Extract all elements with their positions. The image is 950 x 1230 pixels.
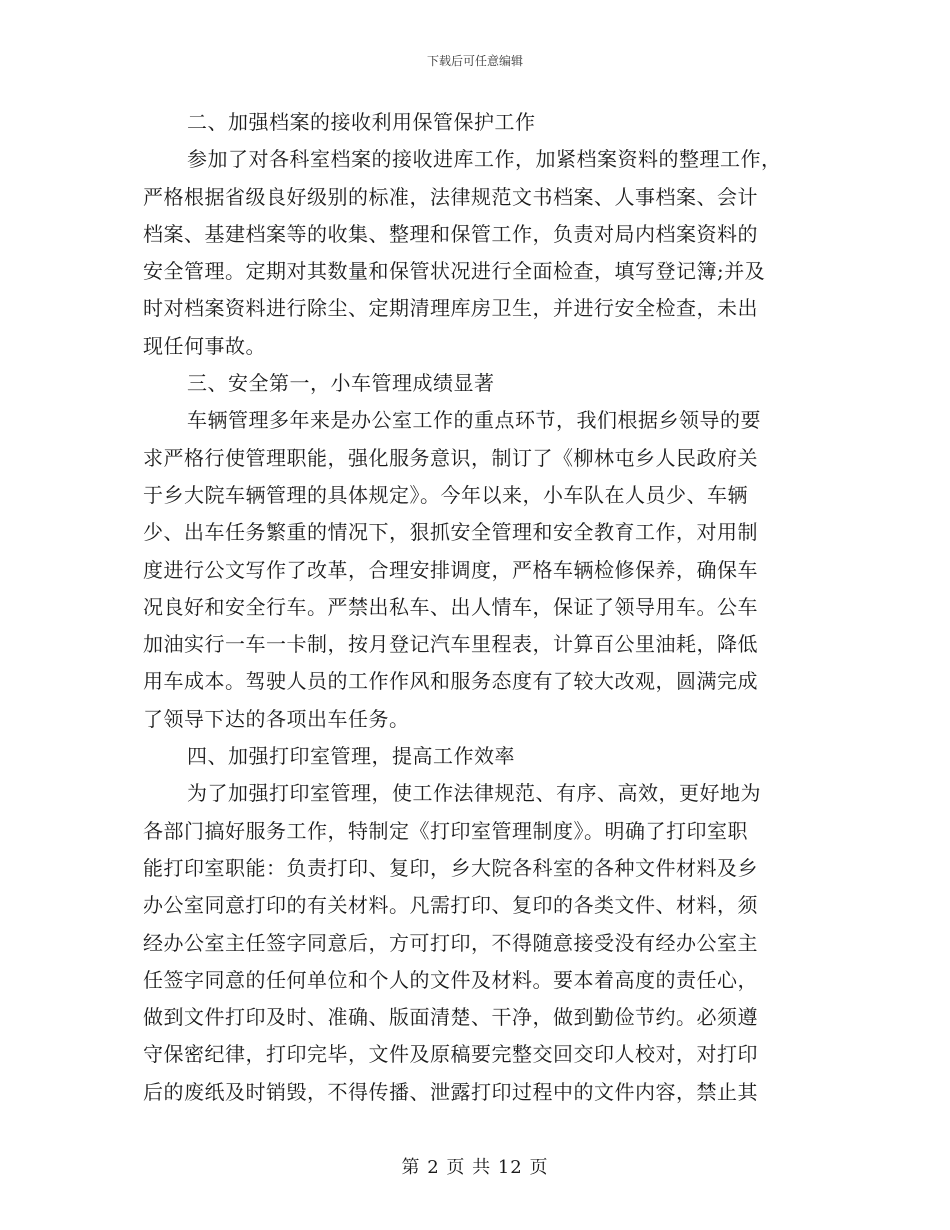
text-line: 办公室同意打印的有关材料。凡需打印、复印的各类文件、材料，须 — [143, 893, 758, 918]
text-line: 于乡大院车辆管理的具体规定》。今年以来，小车队在人员少、车辆 — [143, 482, 748, 507]
text-line: 四、加强打印室管理，提高工作效率 — [187, 744, 515, 769]
text-line: 后的废纸及时销毁，不得传播、泄露打印过程中的文件内容，禁止其 — [143, 1079, 758, 1104]
document-body — [143, 104, 805, 1111]
text-line: 能打印室职能：负责打印、复印，乡大院各科室的各种文件材料及乡 — [143, 855, 758, 880]
text-line: 车辆管理多年来是办公室工作的重点环节，我们根据乡领导的要 — [187, 408, 761, 433]
text-line: 求严格行使管理职能，强化服务意识，制订了《柳林屯乡人民政府关 — [143, 445, 758, 470]
text-line: 二、加强档案的接收利用保管保护工作 — [187, 110, 536, 134]
text-line: 度进行公文写作了改革，合理安排调度，严格车辆检修保养，确保车 — [143, 557, 758, 582]
text-line: 了领导下达的各项出车任务。 — [143, 706, 410, 731]
text-line: 加油实行一车一卡制，按月登记汽车里程表，计算百公里油耗，降低 — [143, 632, 758, 657]
text-line: 守保密纪律，打印完毕，文件及原稿要完整交回交印人校对，对打印 — [143, 1042, 758, 1067]
text-line: 用车成本。驾驶人员的工作作风和服务态度有了较大改观，圆满完成 — [143, 669, 758, 694]
text-line: 严格根据省级良好级别的标准，法律规范文书档案、人事档案、会计 — [143, 184, 758, 209]
text-line: 各部门搞好服务工作，特制定《打印室管理制度》。明确了打印室职 — [143, 818, 748, 843]
text-line: 安全管理。定期对其数量和保管状况进行全面检查，填写登记簿;并及 — [143, 259, 766, 284]
page-footer: 第 2 页 共 12 页 — [401, 1157, 549, 1178]
text-line: 参加了对各科室档案的接收进库工作，加紧档案资料的整理工作， — [187, 147, 782, 172]
text-line: 三、安全第一，小车管理成绩显著 — [187, 371, 495, 396]
text-line: 任签字同意的任何单位和个人的文件及材料。要本着高度的责任心， — [143, 967, 758, 992]
header-note: 下载后可任意编辑 — [426, 54, 523, 68]
text-line: 时对档案资料进行除尘、定期清理库房卫生，并进行安全检查，未出 — [143, 296, 758, 321]
text-line: 为了加强打印室管理，使工作法律规范、有序、高效，更好地为 — [187, 781, 761, 806]
text-line: 做到文件打印及时、准确、版面清楚、干净，做到勤俭节约。必须遵 — [143, 1005, 758, 1030]
text-line: 经办公室主任签字同意后，方可打印，不得随意接受没有经办公室主 — [143, 930, 758, 955]
text-line: 现任何事故。 — [143, 333, 266, 358]
text-line: 档案、基建档案等的收集、整理和保管工作，负责对局内档案资料的 — [143, 221, 758, 246]
text-line: 况良好和安全行车。严禁出私车、出人情车，保证了领导用车。公车 — [143, 594, 758, 619]
text-line: 少、出车任务繁重的情况下，狠抓安全管理和安全教育工作，对用制 — [143, 520, 758, 545]
